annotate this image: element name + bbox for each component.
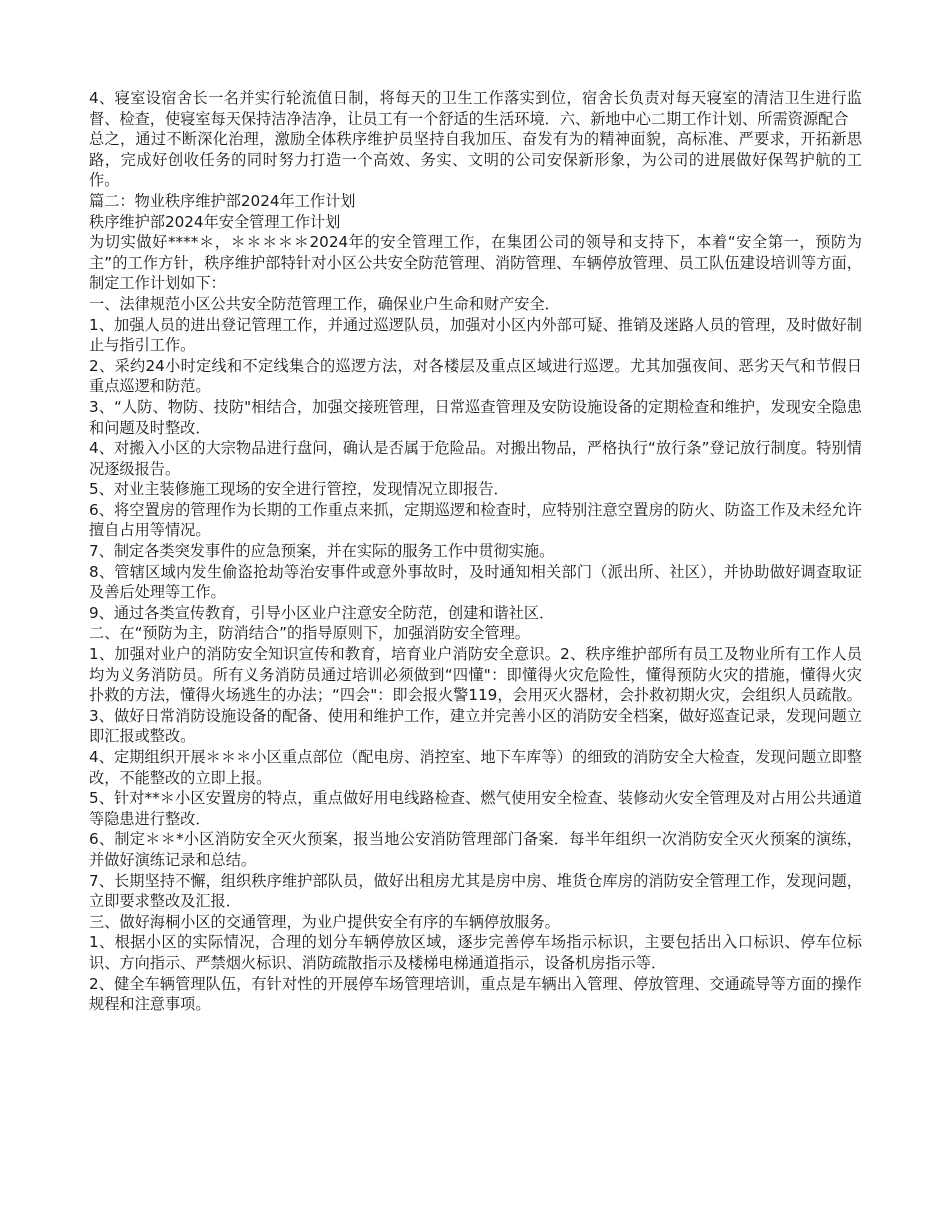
document-title: 秩序维护部2024年安全管理工作计划 <box>89 212 341 231</box>
paragraph: 总之，通过不断深化治理，激励全体秩序维护员坚持自我加压、奋发有为的精神面貌，高标准、严要求，开拓新思路，完成好创收任务的同时努力打造一个高效、务实、文明的公司安保新形象，为公司的进展做好保驾护航的工作。 <box>89 130 862 190</box>
list-item: 7、长期坚持不懈，组织秩序维护部队员，做好出租房尤其是房中房、堆货仓库房的消防安全管理工作，发现问题，立即要求整改及汇报． <box>89 871 862 911</box>
section-heading: 三、做好海桐小区的交通管理，为业户提供安全有序的车辆停放服务。 <box>89 912 560 931</box>
list-item: 2、健全车辆管理队伍，有针对性的开展停车场管理培训，重点是车辆出入管理、停放管理、交通疏导等方面的操作规程和注意事项。 <box>89 974 862 1014</box>
list-item: 4、定期组织开展＊＊＊小区重点部位（配电房、消控室、地下车库等）的细致的消防安全大检查，发现问题立即整改，不能整改的立即上报。 <box>89 748 862 787</box>
list-item: 6、将空置房的管理作为长期的工作重点来抓，定期巡逻和检查时，应特别注意空置房的防火、防盗工作及未经允许擅自占用等情况。 <box>89 500 862 540</box>
list-item: 3、做好日常消防设施设备的配备、使用和维护工作，建立并完善小区的消防安全档案，做好巡查记录，发现问题立即汇报或整改。 <box>89 706 862 746</box>
list-item: 5、对业主装修施工现场的安全进行管控，发现情况立即报告． <box>89 480 509 499</box>
list-item: 1、加强对业户的消防安全知识宣传和教育，培育业户消防安全意识。2、秩序维护部所有员工及物业所有工作人员均为义务消防员。所有义务消防员通过培训必须做到“四懂"：即懂得火灾危险性，懂得预防火灾的措施，懂得火灾扑救的方法，懂得火场逃生的办法；“四会"：即会报火警119，会用灭火器材，会扑救初期火灾，会组织人员疏散。 <box>89 645 862 705</box>
list-item: 1、根据小区的实际情况，合理的划分车辆停放区域，逐步完善停车场指示标识，主要包括出入口标识、停车位标识、方向指示、严禁烟火标识、消防疏散指示及楼梯电梯通道指示，设备机房指示等． <box>89 933 862 972</box>
paragraph: 为切实做好****＊，＊＊＊＊＊2024年的安全管理工作，在集团公司的领导和支持下，本着“安全第一，预防为主”的工作方针，秩序维护部特针对小区公共安全防范管理、消防管理、车辆停放管理、员工队伍建设培训等方面，制定工作计划如下： <box>89 233 862 293</box>
list-item: 2、采约24小时定线和不定线集合的巡逻方法，对各楼层及重点区域进行巡逻。尤其加强夜间、恶劣天气和节假日重点巡逻和防范。 <box>89 356 862 396</box>
list-item: 1、加强人员的进出登记管理工作，并通过巡逻队员，加强对小区内外部可疑、推销及迷路人员的管理，及时做好制止与指引工作。 <box>89 315 862 355</box>
list-item: 3、“人防、物防、技防"相结合，加强交接班管理，日常巡查管理及安防设施设备的定期检查和维护，发现安全隐患和问题及时整改． <box>89 397 862 437</box>
list-item: 6、制定＊＊*小区消防安全灭火预案，报当地公安消防管理部门备案．每半年组织一次消防安全灭火预案的演练，并做好演练记录和总结。 <box>89 830 862 869</box>
list-item: 4、对搬入小区的大宗物品进行盘问，确认是否属于危险品。对搬出物品，严格执行“放行条”登记放行制度。特别情况逐级报告。 <box>89 439 862 478</box>
list-item: 9、通过各类宣传教育，引导小区业户注意安全防范，创建和谐社区． <box>89 603 555 622</box>
list-item: 5、针对**＊小区安置房的特点，重点做好用电线路检查、燃气使用安全检查、装修动火安全管理及对占用公共通道等隐患进行整改． <box>89 789 862 828</box>
paragraph: 4、寝室设宿舍长一名并实行轮流值日制，将每天的卫生工作落实到位，宿舍长负责对每天寝室的清洁卫生进行监督、检查，使寝室每天保持洁净洁净，让员工有一个舒适的生活环境．六、新地中心二期工作计划、所需资源配合 <box>89 89 862 128</box>
section-heading: 一、法律规范小区公共安全防范管理工作，确保业户生命和财产安全． <box>89 294 560 313</box>
list-item: 7、制定各类突发事件的应急预案，并在实际的服务工作中贯彻实施。 <box>89 542 555 561</box>
section-heading: 二、在“预防为主，防消结合”的指导原则下，加强消防安全管理。 <box>89 624 530 643</box>
list-item: 8、管辖区域内发生偷盗抢劫等治安事件或意外事故时，及时通知相关部门（派出所、社区），并协助做好调查取证及善后处理等工作。 <box>89 562 862 602</box>
section-title: 篇二：物业秩序维护部2024年工作计划 <box>89 191 356 210</box>
